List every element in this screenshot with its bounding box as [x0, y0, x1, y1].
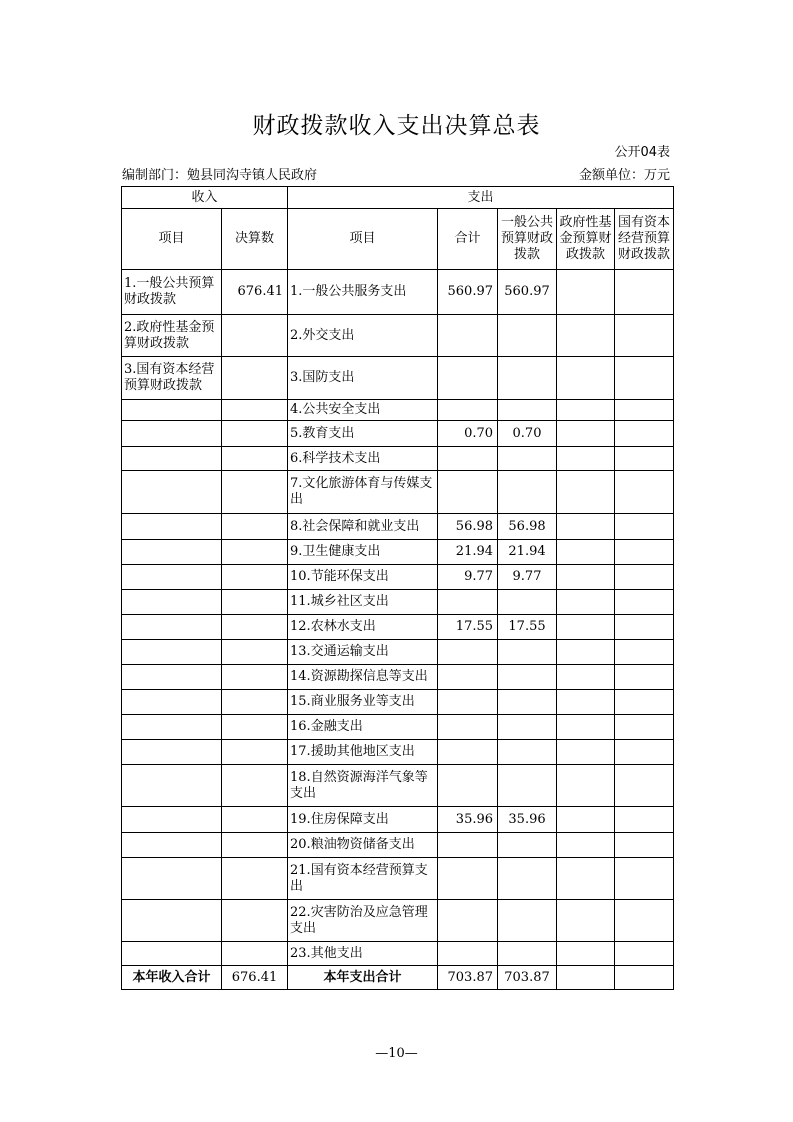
income-amount	[222, 690, 288, 715]
general-budget-cell	[498, 357, 557, 400]
table-row	[122, 540, 674, 565]
income-amount	[222, 858, 288, 900]
income-item: 2.政府性基金预算财政拨款	[122, 315, 222, 357]
state-capital-cell	[615, 665, 674, 690]
income-item	[122, 447, 222, 471]
income-amount	[222, 514, 288, 540]
expense-total-fund	[557, 966, 615, 990]
expense-item: 23.其他支出	[288, 942, 438, 966]
income-total-amount: 676.41	[222, 966, 288, 990]
fund-budget-cell	[557, 807, 615, 833]
general-budget-cell	[498, 471, 557, 514]
expense-total-cell	[438, 400, 498, 421]
table-row	[122, 270, 674, 315]
expense-total-cell: 0.70	[438, 421, 498, 447]
general-budget-cell: 17.55	[498, 615, 557, 640]
income-header: 收入	[122, 187, 288, 209]
expense-total-cell	[438, 690, 498, 715]
income-amount-header: 决算数	[222, 209, 288, 270]
fund-budget-cell	[557, 858, 615, 900]
income-item	[122, 514, 222, 540]
fund-budget-cell	[557, 740, 615, 765]
fund-budget-cell	[557, 270, 615, 315]
expense-total-state	[615, 966, 674, 990]
expense-item: 11.城乡社区支出	[288, 590, 438, 615]
income-amount	[222, 740, 288, 765]
fund-budget-cell	[557, 315, 615, 357]
income-item	[122, 400, 222, 421]
table-row	[122, 615, 674, 640]
income-amount	[222, 833, 288, 858]
income-amount	[222, 615, 288, 640]
state-capital-cell	[615, 421, 674, 447]
fund-budget-cell	[557, 471, 615, 514]
fund-budget-cell	[557, 833, 615, 858]
expense-total-cell	[438, 315, 498, 357]
fund-budget-cell	[557, 447, 615, 471]
income-amount	[222, 640, 288, 665]
form-number: 公开04表	[614, 145, 670, 160]
expense-total-cell	[438, 357, 498, 400]
income-item	[122, 471, 222, 514]
table-row	[122, 858, 674, 900]
table-row	[122, 833, 674, 858]
fund-budget-cell	[557, 715, 615, 740]
income-item	[122, 807, 222, 833]
department-label: 编制部门：勉县同沟寺镇人民政府	[122, 168, 318, 183]
table-row	[122, 421, 674, 447]
general-budget-cell: 21.94	[498, 540, 557, 565]
expense-item: 3.国防支出	[288, 357, 438, 400]
income-item: 3.国有资本经营预算财政拨款	[122, 357, 222, 400]
state-capital-cell	[615, 640, 674, 665]
table-footer	[122, 966, 674, 990]
state-capital-cell	[615, 690, 674, 715]
state-capital-cell	[615, 565, 674, 590]
table-row	[122, 765, 674, 807]
state-capital-cell	[615, 765, 674, 807]
table-row	[122, 807, 674, 833]
general-budget-cell	[498, 315, 557, 357]
expense-item: 22.灾害防治及应急管理支出	[288, 900, 438, 942]
fund-budget-cell	[557, 640, 615, 665]
expense-item: 2.外交支出	[288, 315, 438, 357]
expense-total-cell	[438, 833, 498, 858]
income-item	[122, 942, 222, 966]
income-item-header: 项目	[122, 209, 222, 270]
general-budget-cell	[498, 640, 557, 665]
general-budget-cell	[498, 900, 557, 942]
table-body	[122, 270, 674, 966]
expense-total-label: 本年支出合计	[288, 966, 438, 990]
general-budget-cell	[498, 765, 557, 807]
table-row	[122, 942, 674, 966]
fund-budget-cell	[557, 590, 615, 615]
income-item	[122, 715, 222, 740]
income-amount	[222, 421, 288, 447]
general-budget-cell	[498, 833, 557, 858]
budget-table	[121, 186, 674, 990]
income-item	[122, 665, 222, 690]
expense-total-cell	[438, 765, 498, 807]
income-amount	[222, 900, 288, 942]
state-capital-cell	[615, 942, 674, 966]
income-amount	[222, 807, 288, 833]
income-amount: 676.41	[222, 270, 288, 315]
expense-total-cell	[438, 740, 498, 765]
state-capital-cell	[615, 590, 674, 615]
expense-total-cell	[438, 715, 498, 740]
income-amount	[222, 315, 288, 357]
general-budget-cell	[498, 590, 557, 615]
state-capital-cell	[615, 540, 674, 565]
expense-item: 21.国有资本经营预算支出	[288, 858, 438, 900]
table-row	[122, 400, 674, 421]
general-budget-cell	[498, 665, 557, 690]
expense-item: 7.文化旅游体育与传媒支出	[288, 471, 438, 514]
table-row	[122, 740, 674, 765]
fund-budget-cell	[557, 942, 615, 966]
expense-total-cell	[438, 447, 498, 471]
expense-total-cell: 17.55	[438, 615, 498, 640]
income-amount	[222, 665, 288, 690]
table-row	[122, 471, 674, 514]
state-capital-cell	[615, 447, 674, 471]
expense-total-cell	[438, 942, 498, 966]
expense-total-cell: 560.97	[438, 270, 498, 315]
state-capital-cell	[615, 315, 674, 357]
total-header: 合计	[438, 209, 498, 270]
state-capital-cell	[615, 858, 674, 900]
page-title: 财政拨款收入支出决算总表	[252, 113, 541, 139]
expense-total-cell: 21.94	[438, 540, 498, 565]
general-budget-cell	[498, 942, 557, 966]
income-amount	[222, 715, 288, 740]
table-header	[122, 187, 674, 270]
income-item	[122, 590, 222, 615]
income-amount	[222, 471, 288, 514]
income-item	[122, 421, 222, 447]
general-budget-cell	[498, 740, 557, 765]
expense-item: 19.住房保障支出	[288, 807, 438, 833]
general-budget-header: 一般公共预算财政拨款	[498, 209, 557, 270]
general-budget-cell	[498, 715, 557, 740]
expense-item: 1.一般公共服务支出	[288, 270, 438, 315]
income-amount	[222, 540, 288, 565]
fund-budget-cell	[557, 540, 615, 565]
table-row	[122, 357, 674, 400]
income-item	[122, 765, 222, 807]
income-amount	[222, 447, 288, 471]
state-capital-cell	[615, 900, 674, 942]
state-capital-cell	[615, 357, 674, 400]
income-item	[122, 900, 222, 942]
income-item	[122, 640, 222, 665]
expense-item: 5.教育支出	[288, 421, 438, 447]
fund-budget-cell	[557, 665, 615, 690]
expense-item: 15.商业服务业等支出	[288, 690, 438, 715]
income-amount	[222, 400, 288, 421]
fund-budget-cell	[557, 400, 615, 421]
expense-item: 4.公共安全支出	[288, 400, 438, 421]
expense-item: 13.交通运输支出	[288, 640, 438, 665]
table-row	[122, 690, 674, 715]
table-row	[122, 665, 674, 690]
expense-item-header: 项目	[288, 209, 438, 270]
general-budget-cell: 35.96	[498, 807, 557, 833]
table-row	[122, 900, 674, 942]
expense-item: 12.农林水支出	[288, 615, 438, 640]
expense-total-cell	[438, 858, 498, 900]
general-budget-cell: 0.70	[498, 421, 557, 447]
income-item: 1.一般公共预算财政拨款	[122, 270, 222, 315]
expense-total: 703.87	[438, 966, 498, 990]
state-capital-cell	[615, 514, 674, 540]
expense-item: 9.卫生健康支出	[288, 540, 438, 565]
page-number: —10—	[375, 1046, 418, 1061]
general-budget-cell	[498, 447, 557, 471]
expense-item: 20.粮油物资储备支出	[288, 833, 438, 858]
state-capital-cell	[615, 471, 674, 514]
expense-total-cell	[438, 640, 498, 665]
fund-budget-cell	[557, 514, 615, 540]
expense-item: 8.社会保障和就业支出	[288, 514, 438, 540]
expense-total-cell	[438, 665, 498, 690]
general-budget-cell: 56.98	[498, 514, 557, 540]
expense-item: 14.资源勘探信息等支出	[288, 665, 438, 690]
table-row	[122, 715, 674, 740]
state-capital-cell	[615, 715, 674, 740]
fund-budget-cell	[557, 565, 615, 590]
fund-budget-cell	[557, 615, 615, 640]
fund-budget-cell	[557, 357, 615, 400]
state-capital-cell	[615, 807, 674, 833]
table-row	[122, 565, 674, 590]
expense-total-cell: 9.77	[438, 565, 498, 590]
table-row	[122, 447, 674, 471]
income-amount	[222, 565, 288, 590]
state-capital-cell	[615, 740, 674, 765]
expense-total-cell	[438, 590, 498, 615]
state-capital-header: 国有资本经营预算财政拨款	[615, 209, 674, 270]
income-amount	[222, 357, 288, 400]
unit-label: 金额单位：万元	[578, 168, 670, 183]
fund-budget-cell	[557, 765, 615, 807]
income-total-label: 本年收入合计	[122, 966, 222, 990]
income-item	[122, 615, 222, 640]
income-item	[122, 740, 222, 765]
state-capital-cell	[615, 833, 674, 858]
table-row	[122, 514, 674, 540]
fund-budget-header: 政府性基金预算财政拨款	[557, 209, 615, 270]
income-item	[122, 690, 222, 715]
state-capital-cell	[615, 400, 674, 421]
general-budget-cell: 9.77	[498, 565, 557, 590]
table-row	[122, 590, 674, 615]
general-budget-cell: 560.97	[498, 270, 557, 315]
expense-item: 18.自然资源海洋气象等支出	[288, 765, 438, 807]
general-budget-cell	[498, 858, 557, 900]
expense-total-general: 703.87	[498, 966, 557, 990]
expense-header: 支出	[288, 187, 674, 209]
income-item	[122, 540, 222, 565]
income-item	[122, 833, 222, 858]
income-item	[122, 858, 222, 900]
income-amount	[222, 765, 288, 807]
fund-budget-cell	[557, 900, 615, 942]
expense-total-cell: 35.96	[438, 807, 498, 833]
table-row	[122, 640, 674, 665]
state-capital-cell	[615, 270, 674, 315]
income-amount	[222, 590, 288, 615]
expense-item: 6.科学技术支出	[288, 447, 438, 471]
state-capital-cell	[615, 615, 674, 640]
expense-total-cell	[438, 900, 498, 942]
income-amount	[222, 942, 288, 966]
expense-item: 16.金融支出	[288, 715, 438, 740]
expense-item: 17.援助其他地区支出	[288, 740, 438, 765]
income-item	[122, 565, 222, 590]
expense-total-cell	[438, 471, 498, 514]
fund-budget-cell	[557, 421, 615, 447]
fund-budget-cell	[557, 690, 615, 715]
expense-item: 10.节能环保支出	[288, 565, 438, 590]
table-row	[122, 315, 674, 357]
general-budget-cell	[498, 400, 557, 421]
expense-total-cell: 56.98	[438, 514, 498, 540]
general-budget-cell	[498, 690, 557, 715]
